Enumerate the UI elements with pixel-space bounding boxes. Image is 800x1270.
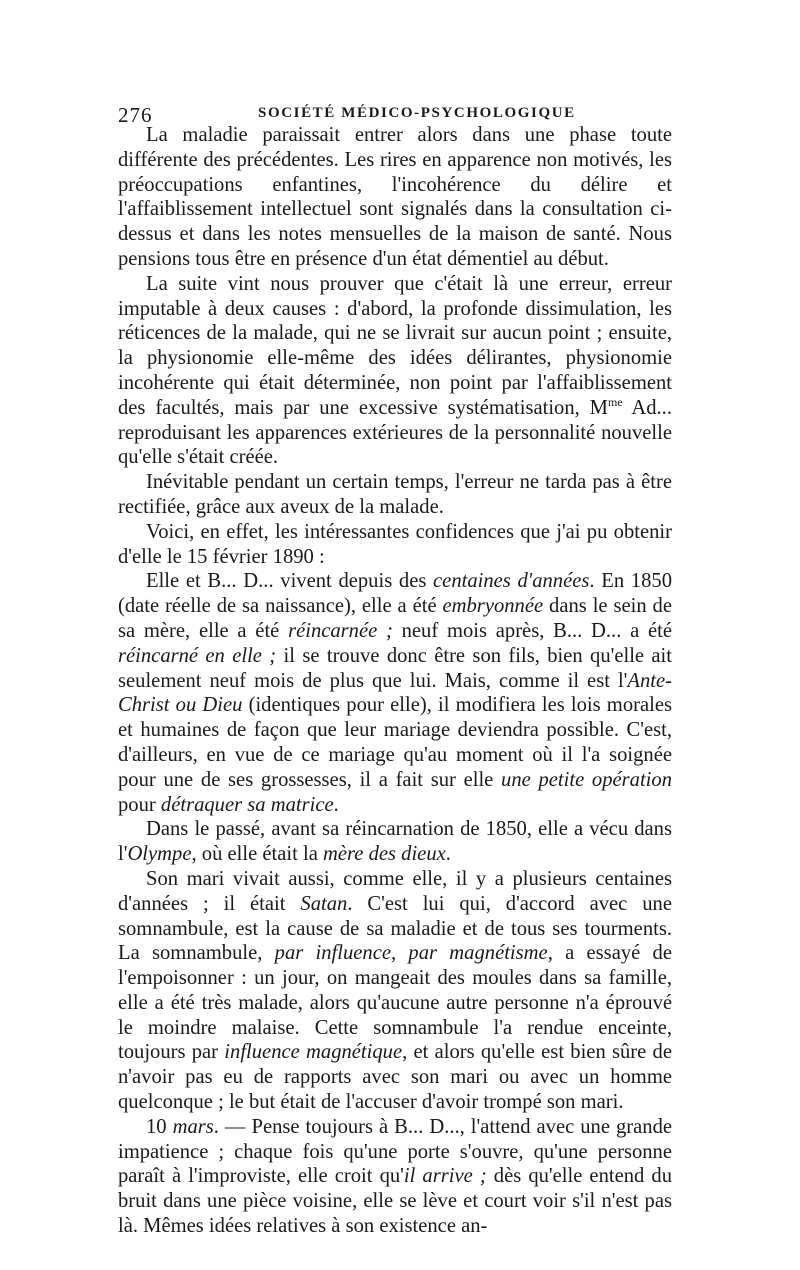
italic-span: embryonnée — [442, 595, 544, 618]
italic-span: réincarnée ; — [288, 619, 393, 642]
text-span: , et alors qu'elle est bien sûre de n'avoir pas eu de rapports avec son mari ou avec un homme quelconque ; le but était de l'accuser d'avoir trompé son mari. — [118, 1041, 672, 1114]
text-span: La suite vint nous prouver que c'était là une erreur, erreur imputable à deux causes : d'abord, la profonde dissimulation, les réticences de la malade, qui ne se livrait sur aucun point ; ensuite, la physionomie elle-même des idées délirantes, physionomie incohérente qui était déterminée, non point par l'affaiblissement des facultés, mais par une excessive systématisation, M — [118, 272, 672, 419]
italic-span: une petite opération — [501, 768, 673, 791]
text-span: Voici, en effet, les intéressantes confidences que j'ai pu obtenir d'elle le 15 février 1890 : — [118, 520, 672, 568]
text-span: , où elle était la — [191, 843, 324, 866]
text-span: La maladie paraissait entrer alors dans une phase toute différente des précédentes. Les rires en apparence non motivés, les préoccupations enfantines, l'incohérence du délire et l'affaiblissement intellectuel sont signalés dans la consultation ci-dessus et dans les notes mensuelles de la maison de santé. Nous pensions tous être en présence d'un état démentiel au début. — [118, 124, 672, 270]
text-span: pour — [118, 793, 161, 816]
text-span: . — Pense toujours à B... D..., l'attend avec une grande impatience ; chaque fois qu'une porte s'ouvre, qu'une personne paraît à l'improviste, elle croit qu' — [118, 1115, 673, 1188]
paragraph-1 — [118, 123, 672, 272]
paragraph-4 — [118, 520, 672, 570]
text-span: Ad... reproduisant les apparences extérieures de la personnalité nouvelle qu'elle s'était créée. — [118, 396, 672, 469]
body-text — [118, 123, 672, 1239]
paragraph-8 — [118, 1115, 672, 1239]
text-span: 10 — [146, 1115, 173, 1138]
italic-span: détraquer sa matrice — [160, 793, 334, 816]
text-span: , a essayé de l'empoisonner : un jour, on mangeait des moules dans sa famille, elle a été très malade, alors qu'aucune autre personne n'a éprouvé le moindre malaise. Cette somnambule l'a rendue enceinte, toujours par — [118, 942, 672, 1064]
text-span: . C'est lui qui, d'accord avec une somnambule, est la cause de sa maladie et de tous ses tourments. La somnambule, — [118, 892, 672, 965]
paragraph-7 — [118, 867, 672, 1115]
text-span: . — [445, 843, 451, 866]
text-span: Inévitable pendant un certain temps, l'erreur ne tarda pas à être rectifiée, grâce aux aveux de la malade. — [118, 471, 672, 518]
italic-span: par influence, par magnétisme — [274, 942, 548, 965]
page-number: 276 — [118, 103, 153, 127]
text-span: dans le sein de sa mère, elle a été — [118, 595, 672, 642]
italic-span: il arrive ; — [403, 1165, 487, 1188]
text-span: neuf mois après, B... D... a été — [392, 619, 672, 642]
superscript: me — [607, 394, 623, 409]
paragraph-3 — [118, 470, 672, 520]
italic-span: réincarné en elle ; — [118, 644, 277, 667]
text-span: . — [333, 793, 339, 816]
italic-span: influence magnétique — [224, 1041, 403, 1064]
paragraph-5 — [118, 569, 672, 817]
italic-span: mère des dieux — [323, 843, 446, 866]
text-span: . En 1850 (date réelle de sa naissance), elle a été — [118, 570, 672, 618]
italic-span: Ante-Christ ou Dieu — [118, 669, 672, 717]
text-span: Elle et B... D... vivent depuis des — [146, 570, 434, 593]
italic-span: Olympe — [127, 843, 192, 866]
paragraph-2 — [118, 272, 672, 470]
text-span: il se trouve donc être son fils, bien qu'elle ait seulement neuf mois de plus que lui. Mais, comme il est l' — [118, 644, 672, 692]
italic-span: Satan — [300, 892, 348, 915]
italic-span: mars — [172, 1115, 214, 1138]
text-span: Dans le passé, avant sa réincarnation de 1850, elle a vécu dans l' — [118, 818, 672, 866]
text-span: Son mari vivait aussi, comme elle, il y a plusieurs centaines d'années ; il était — [118, 867, 672, 915]
italic-span: centaines d'années — [433, 570, 590, 593]
text-span: (identiques pour elle), il modifiera les lois morales et humaines de façon que leur mariage deviendra possible. C'est, d'ailleurs, en vue de ce mariage qu'au moment où il l'a soignée pour une de ses grossesses, il a fait sur elle — [118, 694, 672, 791]
running-title: SOCIÉTÉ MÉDICO-PSYCHOLOGIQUE — [258, 105, 576, 121]
text-span: dès qu'elle entend du bruit dans une pièce voisine, elle se lève et court voir s'il n'est pas là. Mêmes idées relatives à son existence an- — [118, 1165, 673, 1238]
paragraph-6 — [118, 817, 672, 867]
